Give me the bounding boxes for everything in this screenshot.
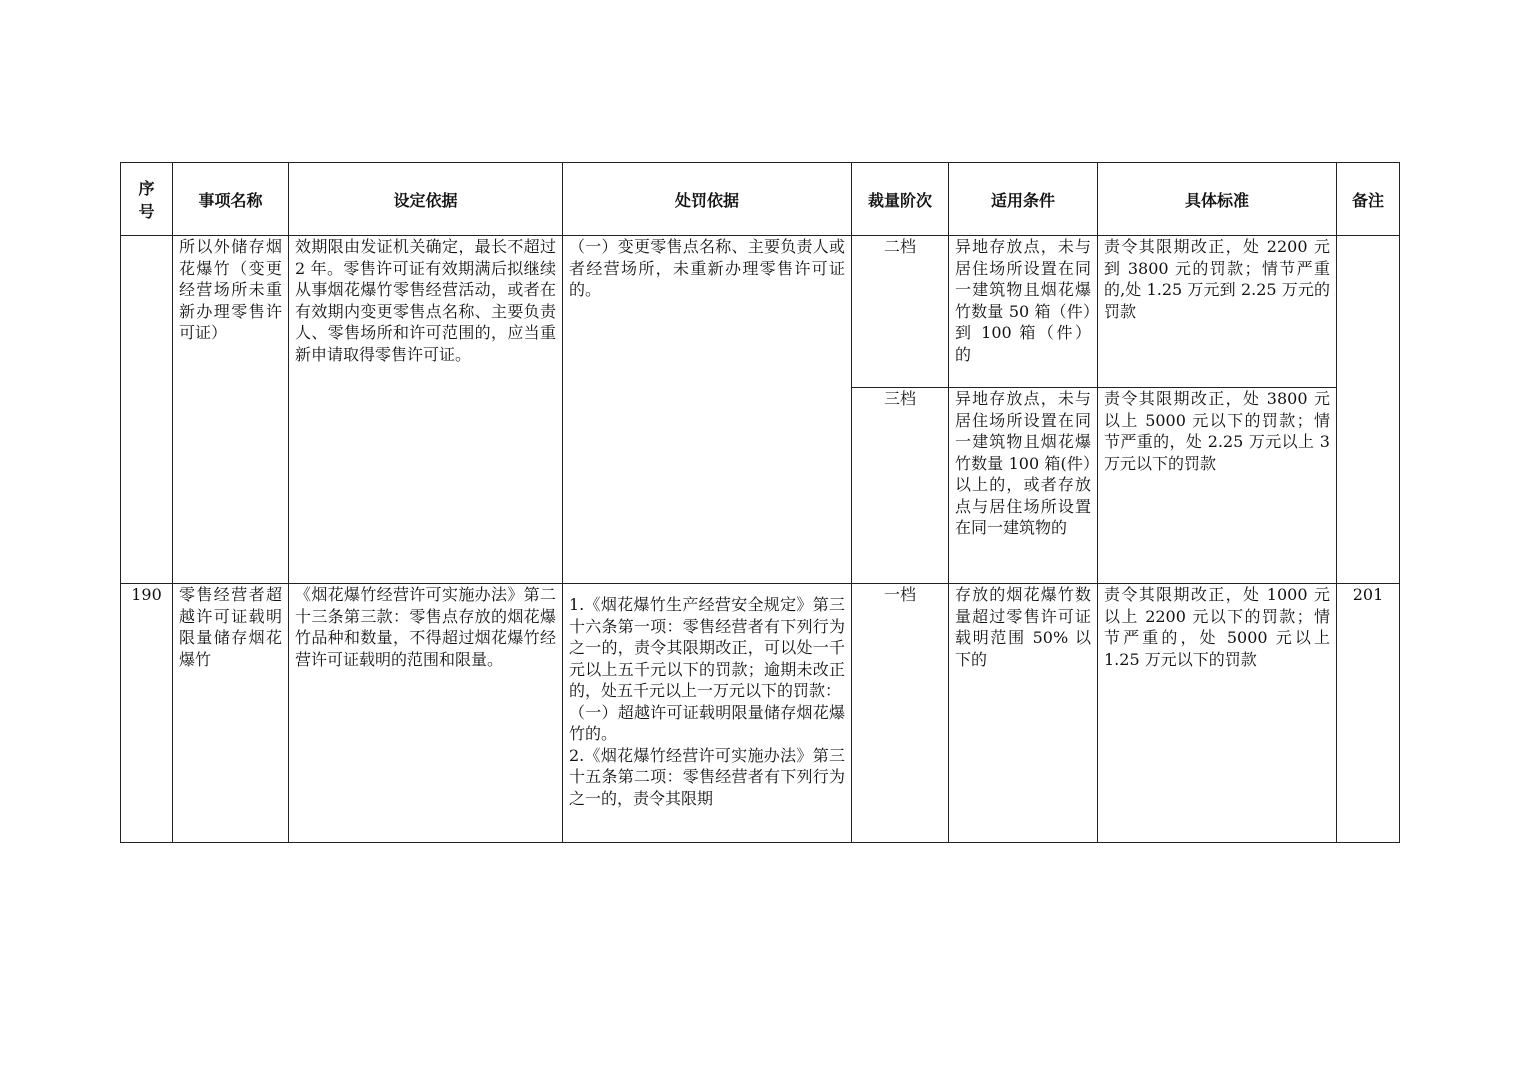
row-discretion-level-cell: 一档 bbox=[852, 584, 949, 843]
row-penalty-basis-cell: （一）变更零售点名称、主要负责人或者经营场所，未重新办理零售许可证的。 bbox=[563, 236, 852, 584]
row-item-name-cell: 零售经营者超越许可证载明限量储存烟花爆竹 bbox=[173, 584, 289, 843]
row-specific-standard-cell: 责令其限期改正，处 2200 元到 3800 元的罚款；情节严重的,处 1.25 万元到 2.25 万元的罚款 bbox=[1098, 236, 1337, 388]
row-applicable-condition-cell: 异地存放点，未与居住场所设置在同一建筑物且烟花爆竹数量 50 箱（件）到 100 箱（件）的 bbox=[949, 236, 1098, 388]
row-remark-cell bbox=[1337, 236, 1400, 584]
header-discretion-level: 裁量阶次 bbox=[852, 163, 949, 236]
row-legal-basis-cell: 效期限由发证机关确定，最长不超过 2 年。零售许可证有效期满后拟继续从事烟花爆竹零售经营活动，或者在有效期内变更零售点名称、主要负责人、零售场所和许可范围的，应当重新申请取得零售许可证。 bbox=[289, 236, 563, 584]
row-remark-cell: 201 bbox=[1337, 584, 1400, 843]
row-legal-basis-cell: 《烟花爆竹经营许可实施办法》第二十三条第三款：零售点存放的烟花爆竹品种和数量，不得超过烟花爆竹经营许可证载明的范围和限量。 bbox=[289, 584, 563, 843]
table-row bbox=[121, 236, 1400, 388]
table-row bbox=[121, 584, 1400, 843]
header-seq: 序 号 bbox=[121, 163, 173, 236]
row-discretion-level-cell: 三档 bbox=[852, 388, 949, 584]
row-applicable-condition-cell: 存放的烟花爆竹数量超过零售许可证载明范围 50% 以下的 bbox=[949, 584, 1098, 843]
row-specific-standard-cell: 责令其限期改正，处 1000 元以上 2200 元以下的罚款；情节严重的，处 5000 元以上 1.25 万元以下的罚款 bbox=[1098, 584, 1337, 843]
header-specific-standard: 具体标准 bbox=[1098, 163, 1337, 236]
header-item-name: 事项名称 bbox=[173, 163, 289, 236]
header-penalty-basis: 处罚依据 bbox=[563, 163, 852, 236]
row-item-name-cell: 所以外储存烟花爆竹（变更经营场所未重新办理零售许可证） bbox=[173, 236, 289, 584]
row-seq-cell bbox=[121, 236, 173, 584]
row-specific-standard-cell: 责令其限期改正，处 3800 元以上 5000 元以下的罚款；情节严重的，处 2.25 万元以上 3 万元以下的罚款 bbox=[1098, 388, 1337, 584]
header-applicable-condition: 适用条件 bbox=[949, 163, 1098, 236]
row-penalty-basis-cell: 1.《烟花爆竹生产经营安全规定》第三十六条第一项：零售经营者有下列行为之一的，责令其限期改正，可以处一千元以上五千元以下的罚款；逾期未改正的，处五千元以上一万元以下的罚款： （一）超越许可证载明限量储存烟花爆竹的。 2.《烟花爆竹经营许可实施办法》第三十五条第二项：零售经营者有下列行为之一的，责令其限期 bbox=[563, 584, 852, 843]
row-seq-cell: 190 bbox=[121, 584, 173, 843]
row-applicable-condition-cell: 异地存放点，未与居住场所设置在同一建筑物且烟花爆竹数量 100 箱(件）以上的，或者存放点与居住场所设置在同一建筑物的 bbox=[949, 388, 1098, 584]
header-legal-basis: 设定依据 bbox=[289, 163, 563, 236]
table-header-row bbox=[121, 163, 1400, 236]
penalty-standards-table bbox=[120, 162, 1400, 843]
row-discretion-level-cell: 二档 bbox=[852, 236, 949, 388]
header-remark: 备注 bbox=[1337, 163, 1400, 236]
